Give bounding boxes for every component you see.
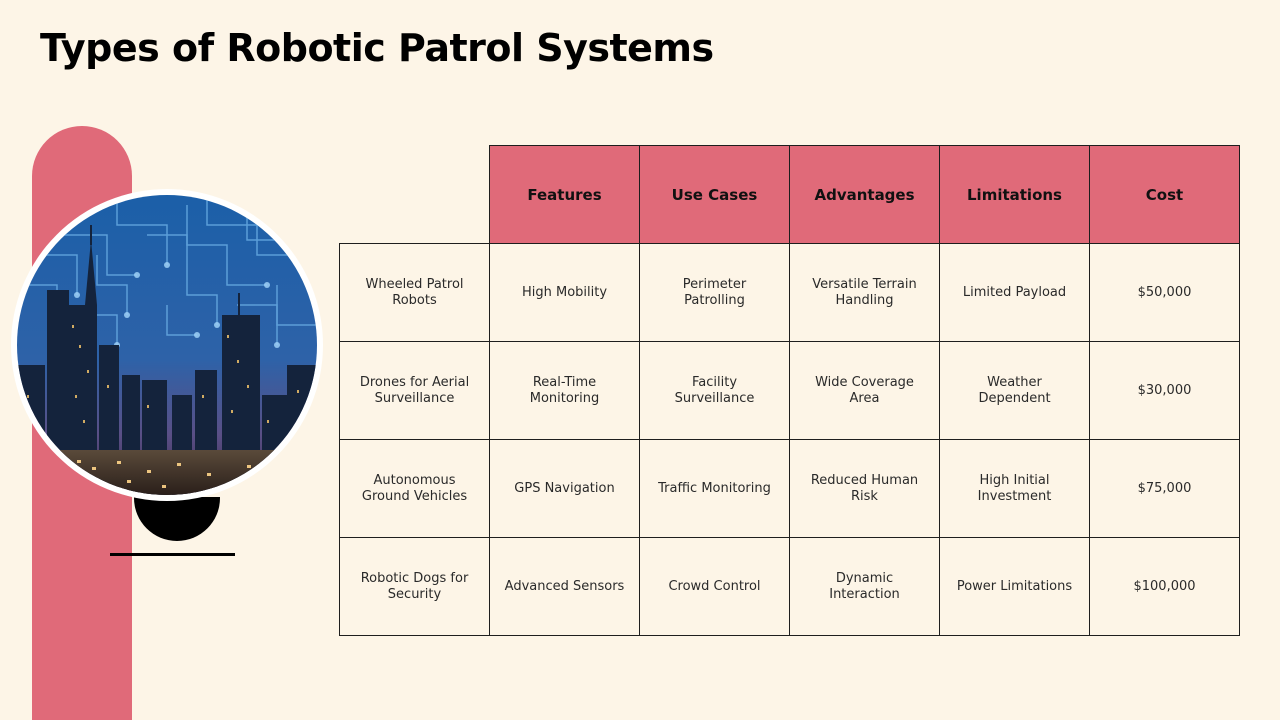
table-cell: Perimeter Patrolling	[640, 244, 790, 342]
table-cell: Real-Time Monitoring	[490, 342, 640, 440]
column-header: Advantages	[790, 146, 940, 244]
table-cell: Crowd Control	[640, 538, 790, 636]
table-cell: $50,000	[1090, 244, 1240, 342]
table-cell: Facility Surveillance	[640, 342, 790, 440]
row-label: Autonomous Ground Vehicles	[340, 440, 490, 538]
row-label: Robotic Dogs for Security	[340, 538, 490, 636]
row-label: Drones for Aerial Surveillance	[340, 342, 490, 440]
column-header: Limitations	[940, 146, 1090, 244]
column-header: Use Cases	[640, 146, 790, 244]
table-header-row	[340, 146, 1240, 244]
table-cell: Weather Dependent	[940, 342, 1090, 440]
column-header: Features	[490, 146, 640, 244]
table-cell: Dynamic Interaction	[790, 538, 940, 636]
table-row	[340, 342, 1240, 440]
slide-title: Types of Robotic Patrol Systems	[40, 26, 714, 70]
table-cell: Power Limitations	[940, 538, 1090, 636]
table-cell: $100,000	[1090, 538, 1240, 636]
decorative-line	[110, 553, 235, 556]
column-header: Cost	[1090, 146, 1240, 244]
city-skyline-photo	[11, 189, 323, 501]
table-row	[340, 440, 1240, 538]
table-cell: $75,000	[1090, 440, 1240, 538]
table-cell: GPS Navigation	[490, 440, 640, 538]
table-row	[340, 244, 1240, 342]
row-label: Wheeled Patrol Robots	[340, 244, 490, 342]
table-cell: Reduced Human Risk	[790, 440, 940, 538]
table-cell: Wide Coverage Area	[790, 342, 940, 440]
table-cell: High Initial Investment	[940, 440, 1090, 538]
table-header-corner	[340, 146, 490, 244]
table-cell: Limited Payload	[940, 244, 1090, 342]
table-cell: Versatile Terrain Handling	[790, 244, 940, 342]
table-cell: Advanced Sensors	[490, 538, 640, 636]
table-cell: Traffic Monitoring	[640, 440, 790, 538]
table-row	[340, 538, 1240, 636]
robotic-patrol-comparison-table	[339, 145, 1240, 636]
table-cell: $30,000	[1090, 342, 1240, 440]
decorative-semicircle	[134, 497, 220, 541]
city-skyline-image	[17, 195, 317, 495]
table-cell: High Mobility	[490, 244, 640, 342]
